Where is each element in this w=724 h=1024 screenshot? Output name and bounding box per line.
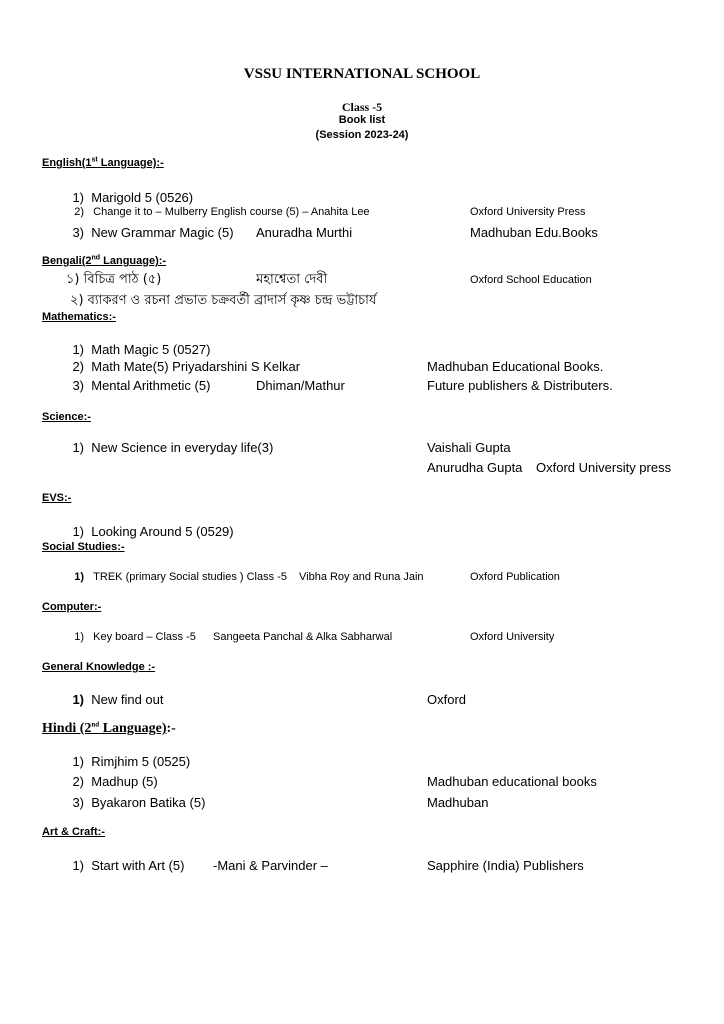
publisher: Oxford University bbox=[470, 631, 555, 643]
list-item: 1) Looking Around 5 (0529) bbox=[72, 524, 234, 539]
class-label: Class -5 bbox=[341, 100, 383, 114]
list-item: 3) Byakaron Batika (5) bbox=[72, 795, 206, 810]
list-item: 3) Mental Arithmetic (5) bbox=[72, 378, 211, 393]
publisher: Oxford bbox=[427, 692, 467, 707]
list-item: ১) বিচিত্র পাঠ (৫) bbox=[66, 272, 162, 287]
section-heading-english: English(1st Language):- bbox=[42, 156, 164, 169]
list-item: 2) Change it to – Mulberry English course (5) – Anahita Lee bbox=[74, 206, 370, 218]
list-item: 1) Math Magic 5 (0527) bbox=[72, 342, 211, 357]
section-heading-art: Art & Craft:- bbox=[42, 826, 105, 838]
publisher: Oxford School Education bbox=[470, 274, 592, 286]
list-item: 1) Key board – Class -5 bbox=[74, 631, 196, 643]
section-heading-evs: EVS:- bbox=[42, 492, 72, 504]
session-label: (Session 2023-24) bbox=[315, 129, 409, 141]
section-heading-maths: Mathematics:- bbox=[42, 311, 116, 323]
section-heading-computer: Computer:- bbox=[42, 601, 102, 613]
list-item: 1) New find out bbox=[72, 692, 164, 707]
author: Anuradha Murthi bbox=[256, 225, 353, 240]
publisher: Oxford Publication bbox=[470, 571, 560, 583]
list-item: 2) Madhup (5) bbox=[72, 774, 158, 789]
section-heading-bengali: Bengali(2nd Language):- bbox=[42, 254, 167, 267]
school-name: VSSU INTERNATIONAL SCHOOL bbox=[243, 66, 481, 82]
author: -Mani & Parvinder – bbox=[213, 858, 328, 873]
list-item: 3) New Grammar Magic (5) bbox=[72, 225, 234, 240]
publisher: Madhuban Educational Books. bbox=[427, 359, 604, 374]
list-item: 1) New Science in everyday life(3) bbox=[72, 440, 274, 455]
list-item: 1) Start with Art (5) bbox=[72, 858, 185, 873]
publisher: Madhuban Edu.Books bbox=[470, 225, 598, 240]
publisher: Oxford University Press bbox=[470, 206, 586, 218]
section-heading-social: Social Studies:- bbox=[42, 541, 125, 553]
section-heading-gk: General Knowledge :- bbox=[42, 661, 156, 673]
section-heading-hindi: Hindi (2nd Language):- bbox=[42, 720, 176, 736]
publisher: Sapphire (India) Publishers bbox=[427, 858, 584, 873]
list-item: 1) TREK (primary Social studies ) Class -5 bbox=[74, 571, 287, 583]
author: Sangeeta Panchal & Alka Sabharwal bbox=[213, 631, 393, 643]
author: Vibha Roy and Runa Jain bbox=[299, 571, 424, 583]
list-item: 1) Rimjhim 5 (0525) bbox=[72, 754, 191, 769]
author: Anurudha Gupta bbox=[427, 460, 523, 475]
section-heading-science: Science:- bbox=[42, 411, 91, 423]
publisher: Future publishers & Distributers. bbox=[427, 378, 613, 393]
list-item: 2) Math Mate(5) Priyadarshini S Kelkar bbox=[72, 359, 301, 374]
list-title: Book list bbox=[338, 114, 386, 126]
author: Dhiman/Mathur bbox=[256, 378, 345, 393]
publisher: Madhuban bbox=[427, 795, 489, 810]
author: Vaishali Gupta bbox=[427, 440, 511, 455]
publisher: Oxford University press bbox=[536, 460, 672, 475]
publisher: Madhuban educational books bbox=[427, 774, 597, 789]
list-item: ২) ব্যাকরণ ও রচনা প্রভাত চক্রবর্তী ব্রাদার্স কৃষ্ণ চন্দ্র ভট্টাচার্য bbox=[70, 293, 377, 308]
list-item: 1) Marigold 5 (0526) bbox=[72, 190, 194, 205]
author: মহাশ্বেতা দেবী bbox=[256, 272, 328, 287]
